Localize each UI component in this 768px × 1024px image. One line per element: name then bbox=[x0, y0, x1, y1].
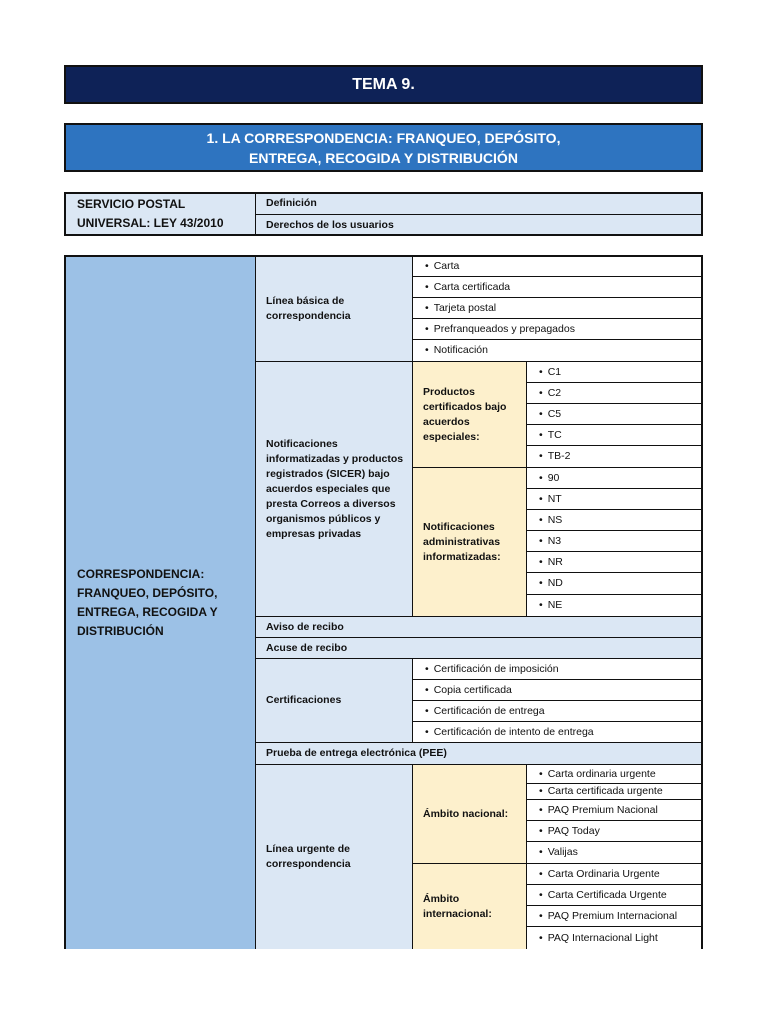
list-item bbox=[526, 403, 703, 425]
bullet-icon: • bbox=[425, 301, 429, 314]
productos-certificados-label-text: Productos certificados bajo acuerdos especiales: bbox=[423, 385, 507, 443]
ambito-internacional-label bbox=[412, 863, 527, 949]
list-item bbox=[526, 551, 703, 573]
list-item bbox=[526, 445, 703, 468]
bullet-icon: • bbox=[539, 867, 543, 880]
ambito-nacional-label-text: Ámbito nacional: bbox=[423, 807, 509, 820]
servicio-item-label: Definición bbox=[266, 197, 317, 209]
tema-title: TEMA 9. bbox=[352, 75, 415, 93]
bullet-icon: • bbox=[539, 599, 543, 611]
bullet-icon: • bbox=[539, 909, 543, 922]
bullet-icon: • bbox=[425, 322, 429, 335]
list-item bbox=[412, 700, 703, 722]
aviso-recibo-label: Aviso de recibo bbox=[266, 620, 344, 633]
bullet-icon: • bbox=[539, 492, 543, 505]
bullet-icon: • bbox=[539, 450, 543, 462]
acuse-recibo-row bbox=[255, 637, 703, 659]
bullet-icon: • bbox=[539, 931, 543, 944]
list-item bbox=[526, 572, 703, 595]
list-item-label: ND bbox=[547, 577, 563, 589]
list-item bbox=[526, 488, 703, 510]
bullet-icon: • bbox=[539, 846, 543, 858]
list-item-label: Carta bbox=[433, 259, 460, 272]
section-title-line-1: 1. LA CORRESPONDENCIA: FRANQUEO, DEPÓSITO, bbox=[206, 129, 561, 146]
list-item bbox=[526, 764, 703, 784]
bullet-icon: • bbox=[539, 365, 543, 378]
section-title bbox=[64, 123, 703, 172]
list-item bbox=[526, 820, 703, 842]
list-item-label: C5 bbox=[547, 407, 562, 420]
bullet-icon: • bbox=[425, 662, 429, 675]
bullet-icon: • bbox=[539, 555, 543, 568]
linea-basica-label-text: Línea básica de correspondencia bbox=[266, 294, 351, 322]
correspondencia-title-text: CORRESPONDENCIA: FRANQUEO, DEPÓSITO, ENTREGA, RECOGIDA Y DISTRIBUCIÓN bbox=[77, 566, 218, 638]
list-item-label: NT bbox=[547, 492, 562, 505]
list-item-label: Carta certificada bbox=[433, 280, 511, 293]
list-item bbox=[526, 783, 703, 800]
list-item bbox=[412, 658, 703, 680]
list-item-label: Carta ordinaria urgente bbox=[547, 767, 656, 780]
bullet-icon: • bbox=[539, 824, 543, 837]
list-item bbox=[412, 255, 703, 277]
linea-urgente-label-text: Línea urgente de correspondencia bbox=[266, 843, 351, 870]
bullet-icon: • bbox=[539, 407, 543, 420]
list-item bbox=[526, 884, 703, 906]
section-title-line-2: ENTREGA, RECOGIDA Y DISTRIBUCIÓN bbox=[249, 149, 518, 166]
bullet-icon: • bbox=[425, 259, 429, 272]
list-item bbox=[526, 841, 703, 864]
list-item-label: Notificación bbox=[433, 344, 488, 356]
list-item bbox=[526, 594, 703, 617]
list-item-label: N3 bbox=[547, 534, 562, 547]
bullet-icon: • bbox=[539, 803, 543, 816]
certificaciones-label-text: Certificaciones bbox=[266, 694, 342, 706]
bullet-icon: • bbox=[539, 888, 543, 901]
list-item-label: Carta Ordinaria Urgente bbox=[547, 867, 660, 880]
servicio-item-label: Derechos de los usuarios bbox=[266, 218, 394, 231]
bullet-icon: • bbox=[539, 513, 543, 526]
aviso-recibo-row bbox=[255, 616, 703, 638]
list-item-label: NS bbox=[547, 513, 563, 526]
certificaciones-label bbox=[255, 658, 413, 743]
list-item-label: PAQ Internacional Light bbox=[547, 931, 658, 944]
list-item bbox=[526, 530, 703, 552]
list-item-label: TC bbox=[547, 428, 562, 441]
list-item bbox=[526, 863, 703, 885]
list-item-label: PAQ Premium Internacional bbox=[547, 909, 678, 922]
list-item bbox=[412, 276, 703, 298]
list-item bbox=[526, 799, 703, 821]
ambito-internacional-label-text: Ámbito internacional: bbox=[423, 892, 492, 920]
list-item bbox=[526, 926, 703, 949]
page-title bbox=[64, 65, 703, 104]
list-item-label: Certificación de entrega bbox=[433, 704, 545, 717]
bullet-icon: • bbox=[539, 785, 543, 797]
list-item bbox=[526, 467, 703, 489]
list-item bbox=[526, 905, 703, 927]
list-item bbox=[412, 297, 703, 319]
notificaciones-administrativas-label-text: Notificaciones administrativas informatizadas: bbox=[423, 520, 501, 563]
list-item-label: C2 bbox=[547, 386, 562, 399]
bullet-icon: • bbox=[539, 767, 543, 780]
list-item bbox=[412, 721, 703, 743]
list-item bbox=[526, 382, 703, 404]
list-item-label: 90 bbox=[547, 471, 560, 484]
linea-urgente-label bbox=[255, 764, 413, 949]
list-item bbox=[526, 361, 703, 383]
list-item bbox=[412, 318, 703, 340]
bullet-icon: • bbox=[539, 386, 543, 399]
list-item-label: NE bbox=[547, 599, 563, 611]
list-item-label: Certificación de intento de entrega bbox=[433, 725, 594, 738]
servicio-item-definicion bbox=[255, 192, 703, 215]
bullet-icon: • bbox=[425, 344, 429, 356]
bullet-icon: • bbox=[425, 725, 429, 738]
list-item-label: Valijas bbox=[547, 846, 578, 858]
list-item bbox=[526, 509, 703, 531]
list-item-label: PAQ Today bbox=[547, 824, 600, 837]
list-item-label: Carta Certificada Urgente bbox=[547, 888, 667, 901]
bullet-icon: • bbox=[425, 683, 429, 696]
notificaciones-administrativas-label bbox=[412, 467, 527, 617]
list-item-label: C1 bbox=[547, 365, 562, 378]
list-item-label: Copia certificada bbox=[433, 683, 512, 696]
acuse-recibo-label: Acuse de recibo bbox=[266, 641, 348, 654]
bullet-icon: • bbox=[425, 704, 429, 717]
list-item-label: TB-2 bbox=[547, 450, 571, 462]
list-item-label: PAQ Premium Nacional bbox=[547, 803, 658, 816]
list-item-label: Certificación de imposición bbox=[433, 662, 559, 675]
list-item-label: Tarjeta postal bbox=[433, 301, 497, 314]
bullet-icon: • bbox=[539, 577, 543, 589]
list-item-label: Prefranqueados y prepagados bbox=[433, 322, 575, 335]
bullet-icon: • bbox=[539, 471, 543, 484]
list-item-label: Carta certificada urgente bbox=[547, 785, 663, 797]
productos-certificados-label bbox=[412, 361, 527, 468]
servicio-postal-label bbox=[64, 192, 256, 236]
notificaciones-label-text: Notificaciones informatizadas y productos registrados (SICER) bajo acuerdos especiales que presta Correos a diversos organismos públicos y empresas privadas bbox=[266, 437, 404, 540]
bullet-icon: • bbox=[539, 534, 543, 547]
servicio-item-derechos bbox=[255, 214, 703, 236]
bullet-icon: • bbox=[425, 280, 429, 293]
bullet-icon: • bbox=[539, 428, 543, 441]
notificaciones-label bbox=[255, 361, 413, 617]
servicio-label-line-1: SERVICIO POSTAL bbox=[77, 197, 186, 211]
linea-basica-label bbox=[255, 255, 413, 362]
ambito-nacional-label bbox=[412, 764, 527, 864]
list-item-label: NR bbox=[547, 555, 563, 568]
list-item bbox=[412, 339, 703, 362]
list-item bbox=[526, 424, 703, 446]
list-item bbox=[412, 679, 703, 701]
prueba-entrega-row bbox=[255, 742, 703, 765]
prueba-entrega-label: Prueba de entrega electrónica (PEE) bbox=[266, 747, 447, 759]
correspondencia-title bbox=[64, 255, 256, 949]
servicio-label-line-2: UNIVERSAL: LEY 43/2010 bbox=[77, 216, 224, 230]
